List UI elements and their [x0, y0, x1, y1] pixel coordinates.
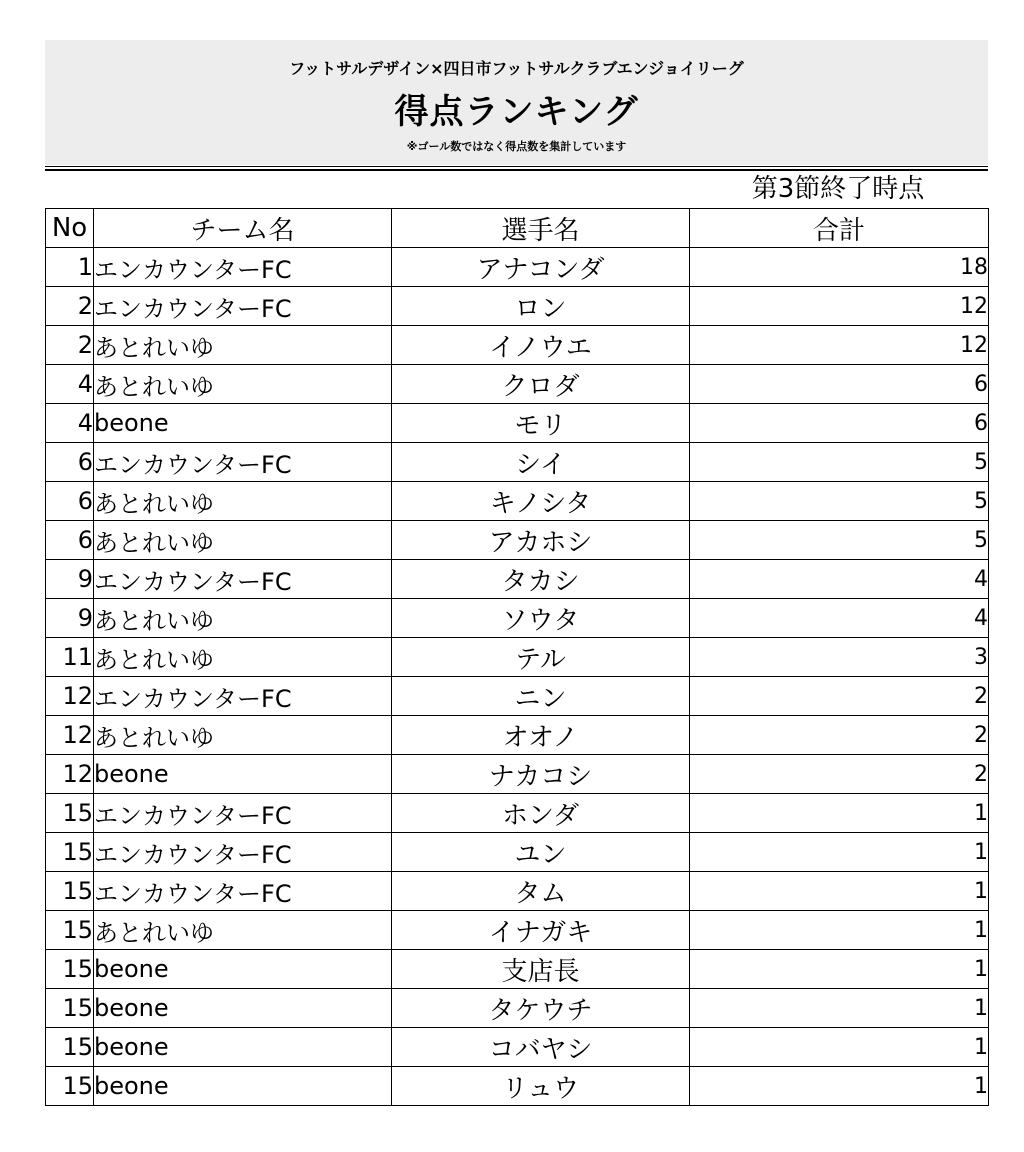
- player-name-cell: ホンダ: [392, 794, 690, 833]
- goal-total-cell: 5: [690, 482, 989, 521]
- table-row: [46, 521, 989, 560]
- team-name-cell: エンカウンターFC: [94, 833, 392, 872]
- goal-total-cell: 12: [690, 326, 989, 365]
- rank-cell: 15: [46, 833, 94, 872]
- goal-total-cell: 5: [690, 521, 989, 560]
- goal-total-cell: 2: [690, 716, 989, 755]
- goal-total-cell: 12: [690, 287, 989, 326]
- goal-total-cell: 6: [690, 404, 989, 443]
- table-row: [46, 677, 989, 716]
- player-name-cell: テル: [392, 638, 690, 677]
- team-name-cell: エンカウンターFC: [94, 872, 392, 911]
- rank-cell: 15: [46, 950, 94, 989]
- team-name-cell: エンカウンターFC: [94, 677, 392, 716]
- team-name-cell: beone: [94, 1028, 392, 1067]
- team-name-cell: beone: [94, 755, 392, 794]
- table-row: [46, 794, 989, 833]
- team-name-cell: エンカウンターFC: [94, 248, 392, 287]
- player-name-cell: イノウエ: [392, 326, 690, 365]
- rank-cell: 12: [46, 755, 94, 794]
- table-row: [46, 716, 989, 755]
- rank-cell: 9: [46, 560, 94, 599]
- rank-cell: 6: [46, 521, 94, 560]
- player-name-cell: ロン: [392, 287, 690, 326]
- table-row: [46, 989, 989, 1028]
- player-name-cell: モリ: [392, 404, 690, 443]
- team-name-cell: エンカウンターFC: [94, 443, 392, 482]
- column-header-team: チーム名: [94, 209, 392, 248]
- table-row: [46, 833, 989, 872]
- team-name-cell: あとれいゆ: [94, 599, 392, 638]
- goal-total-cell: 1: [690, 950, 989, 989]
- team-name-cell: エンカウンターFC: [94, 794, 392, 833]
- goal-total-cell: 2: [690, 755, 989, 794]
- rank-cell: 2: [46, 326, 94, 365]
- goal-total-cell: 3: [690, 638, 989, 677]
- goal-total-cell: 1: [690, 872, 989, 911]
- table-header-row: [46, 209, 989, 248]
- player-name-cell: 支店長: [392, 950, 690, 989]
- page-title: 得点ランキング: [394, 92, 639, 132]
- table-row: [46, 248, 989, 287]
- column-header-no: No: [46, 209, 94, 248]
- player-name-cell: ユン: [392, 833, 690, 872]
- rank-cell: 11: [46, 638, 94, 677]
- counting-note: ※ゴール数ではなく得点数を集計しています: [406, 140, 627, 153]
- player-name-cell: タケウチ: [392, 989, 690, 1028]
- table-row: [46, 404, 989, 443]
- table-row: [46, 911, 989, 950]
- table-row: [46, 1028, 989, 1067]
- goal-total-cell: 1: [690, 1028, 989, 1067]
- team-name-cell: あとれいゆ: [94, 521, 392, 560]
- team-name-cell: あとれいゆ: [94, 482, 392, 521]
- rank-cell: 15: [46, 989, 94, 1028]
- team-name-cell: あとれいゆ: [94, 716, 392, 755]
- goal-total-cell: 1: [690, 911, 989, 950]
- league-subtitle: フットサルデザイン×四日市フットサルクラブエンジョイリーグ: [289, 59, 744, 78]
- player-name-cell: コバヤシ: [392, 1028, 690, 1067]
- goal-total-cell: 1: [690, 1067, 989, 1106]
- table-row: [46, 872, 989, 911]
- ranking-table: [45, 208, 989, 1106]
- column-header-total: 合計: [690, 209, 989, 248]
- player-name-cell: イナガキ: [392, 911, 690, 950]
- rank-cell: 12: [46, 716, 94, 755]
- rank-cell: 9: [46, 599, 94, 638]
- column-header-player: 選手名: [392, 209, 690, 248]
- team-name-cell: あとれいゆ: [94, 326, 392, 365]
- rank-cell: 2: [46, 287, 94, 326]
- header-divider-lower: [45, 170, 988, 171]
- table-row: [46, 326, 989, 365]
- goal-total-cell: 1: [690, 833, 989, 872]
- rank-cell: 4: [46, 404, 94, 443]
- goal-total-cell: 1: [690, 989, 989, 1028]
- rank-cell: 1: [46, 248, 94, 287]
- table-row: [46, 599, 989, 638]
- player-name-cell: アカホシ: [392, 521, 690, 560]
- goal-total-cell: 6: [690, 365, 989, 404]
- team-name-cell: あとれいゆ: [94, 638, 392, 677]
- player-name-cell: オオノ: [392, 716, 690, 755]
- goal-total-cell: 5: [690, 443, 989, 482]
- table-row: [46, 755, 989, 794]
- table-row: [46, 950, 989, 989]
- player-name-cell: ニン: [392, 677, 690, 716]
- player-name-cell: ソウタ: [392, 599, 690, 638]
- table-row: [46, 482, 989, 521]
- rank-cell: 15: [46, 1028, 94, 1067]
- player-name-cell: リュウ: [392, 1067, 690, 1106]
- rank-cell: 6: [46, 443, 94, 482]
- table-row: [46, 365, 989, 404]
- rank-cell: 15: [46, 794, 94, 833]
- table-row: [46, 638, 989, 677]
- table-row: [46, 560, 989, 599]
- goal-total-cell: 18: [690, 248, 989, 287]
- goal-total-cell: 2: [690, 677, 989, 716]
- rank-cell: 4: [46, 365, 94, 404]
- ranking-table-body: [46, 248, 989, 1106]
- team-name-cell: エンカウンターFC: [94, 560, 392, 599]
- header-banner: [45, 40, 988, 165]
- player-name-cell: タム: [392, 872, 690, 911]
- player-name-cell: アナコンダ: [392, 248, 690, 287]
- team-name-cell: あとれいゆ: [94, 365, 392, 404]
- player-name-cell: キノシタ: [392, 482, 690, 521]
- rank-cell: 12: [46, 677, 94, 716]
- goal-total-cell: 4: [690, 560, 989, 599]
- rank-cell: 15: [46, 1067, 94, 1106]
- team-name-cell: あとれいゆ: [94, 911, 392, 950]
- player-name-cell: クロダ: [392, 365, 690, 404]
- rank-cell: 6: [46, 482, 94, 521]
- goal-total-cell: 4: [690, 599, 989, 638]
- player-name-cell: タカシ: [392, 560, 690, 599]
- team-name-cell: beone: [94, 950, 392, 989]
- player-name-cell: シイ: [392, 443, 690, 482]
- team-name-cell: beone: [94, 989, 392, 1028]
- table-row: [46, 287, 989, 326]
- table-row: [46, 443, 989, 482]
- player-name-cell: ナカコシ: [392, 755, 690, 794]
- table-row: [46, 1067, 989, 1106]
- rank-cell: 15: [46, 872, 94, 911]
- team-name-cell: エンカウンターFC: [94, 287, 392, 326]
- as-of-label: 第3節終了時点: [751, 174, 925, 204]
- rank-cell: 15: [46, 911, 94, 950]
- team-name-cell: beone: [94, 404, 392, 443]
- team-name-cell: beone: [94, 1067, 392, 1106]
- goal-total-cell: 1: [690, 794, 989, 833]
